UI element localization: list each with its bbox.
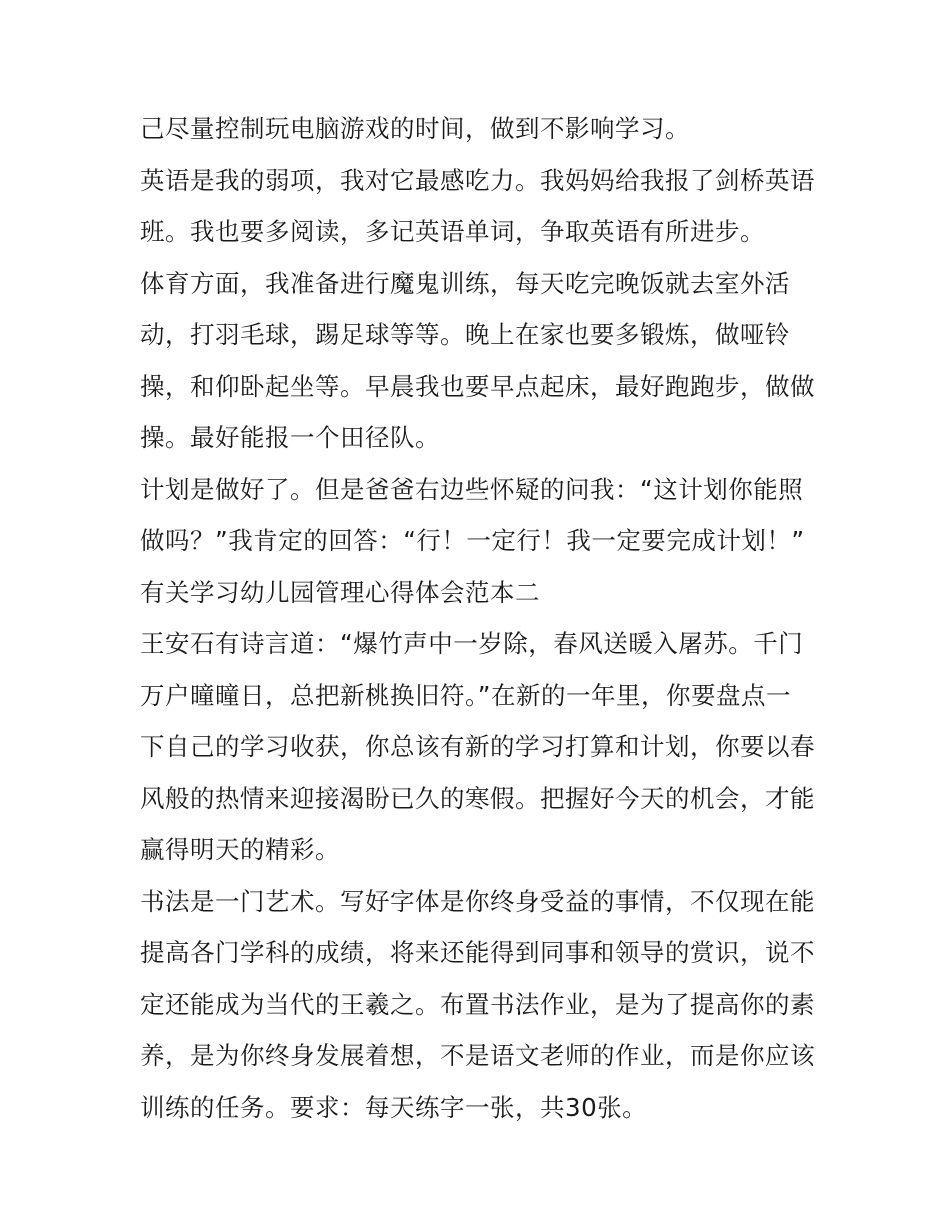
text-line: 王安石有诗言道：“爆竹声中一岁除，春风送暖入屠苏。千门: [140, 629, 804, 658]
text-line: 赢得明天的精彩。: [140, 835, 340, 864]
text-line: 养，是为你终身发展着想，不是语文老师的作业，而是你应该: [140, 1041, 815, 1070]
text-line: 风般的热情来迎接渴盼已久的寒假。把握好今天的机会，才能: [140, 783, 815, 813]
text-line: 书法是一门艺术。写好字体是你终身受益的事情，不仅现在能: [140, 886, 815, 916]
section-heading: 有关学习幼儿园管理心得体会范本二: [140, 577, 540, 607]
document-body: [140, 103, 820, 1133]
text-line: 训练的任务。要求：每天练字一张，共30张。: [140, 1092, 648, 1122]
text-line: 英语是我的弱项，我对它最感吃力。我妈妈给我报了剑桥英语: [140, 165, 815, 195]
text-line: 动，打羽毛球，踢足球等等。晚上在家也要多锻炼，做哑铃: [140, 320, 790, 349]
text-line: 提高各门学科的成绩，将来还能得到同事和领导的赏识，说不: [140, 938, 815, 967]
text-line: 操，和仰卧起坐等。早晨我也要早点起床，最好跑跑步，做做: [140, 371, 815, 401]
text-line: 做吗？”我肯定的回答：“行！一定行！我一定要完成计划！”: [140, 526, 805, 555]
text-line: 班。我也要多阅读，多记英语单词，争取英语有所进步。: [140, 217, 765, 246]
text-line: 定还能成为当代的王羲之。布置书法作业，是为了提高你的素: [140, 989, 815, 1019]
text-line: 万户曈曈日，总把新桃换旧符。”在新的一年里，你要盘点一: [140, 680, 791, 710]
text-line: 体育方面，我准备进行魔鬼训练，每天吃完晚饭就去室外活: [140, 268, 790, 298]
text-line: 下自己的学习收获，你总该有新的学习打算和计划，你要以春: [140, 732, 815, 761]
text-line: 己尽量控制玩电脑游戏的时间，做到不影响学习。: [140, 114, 690, 143]
text-line: 操。最好能报一个田径队。: [140, 423, 440, 452]
text-line: 计划是做好了。但是爸爸右边些怀疑的问我：“这计划你能照: [140, 474, 804, 504]
